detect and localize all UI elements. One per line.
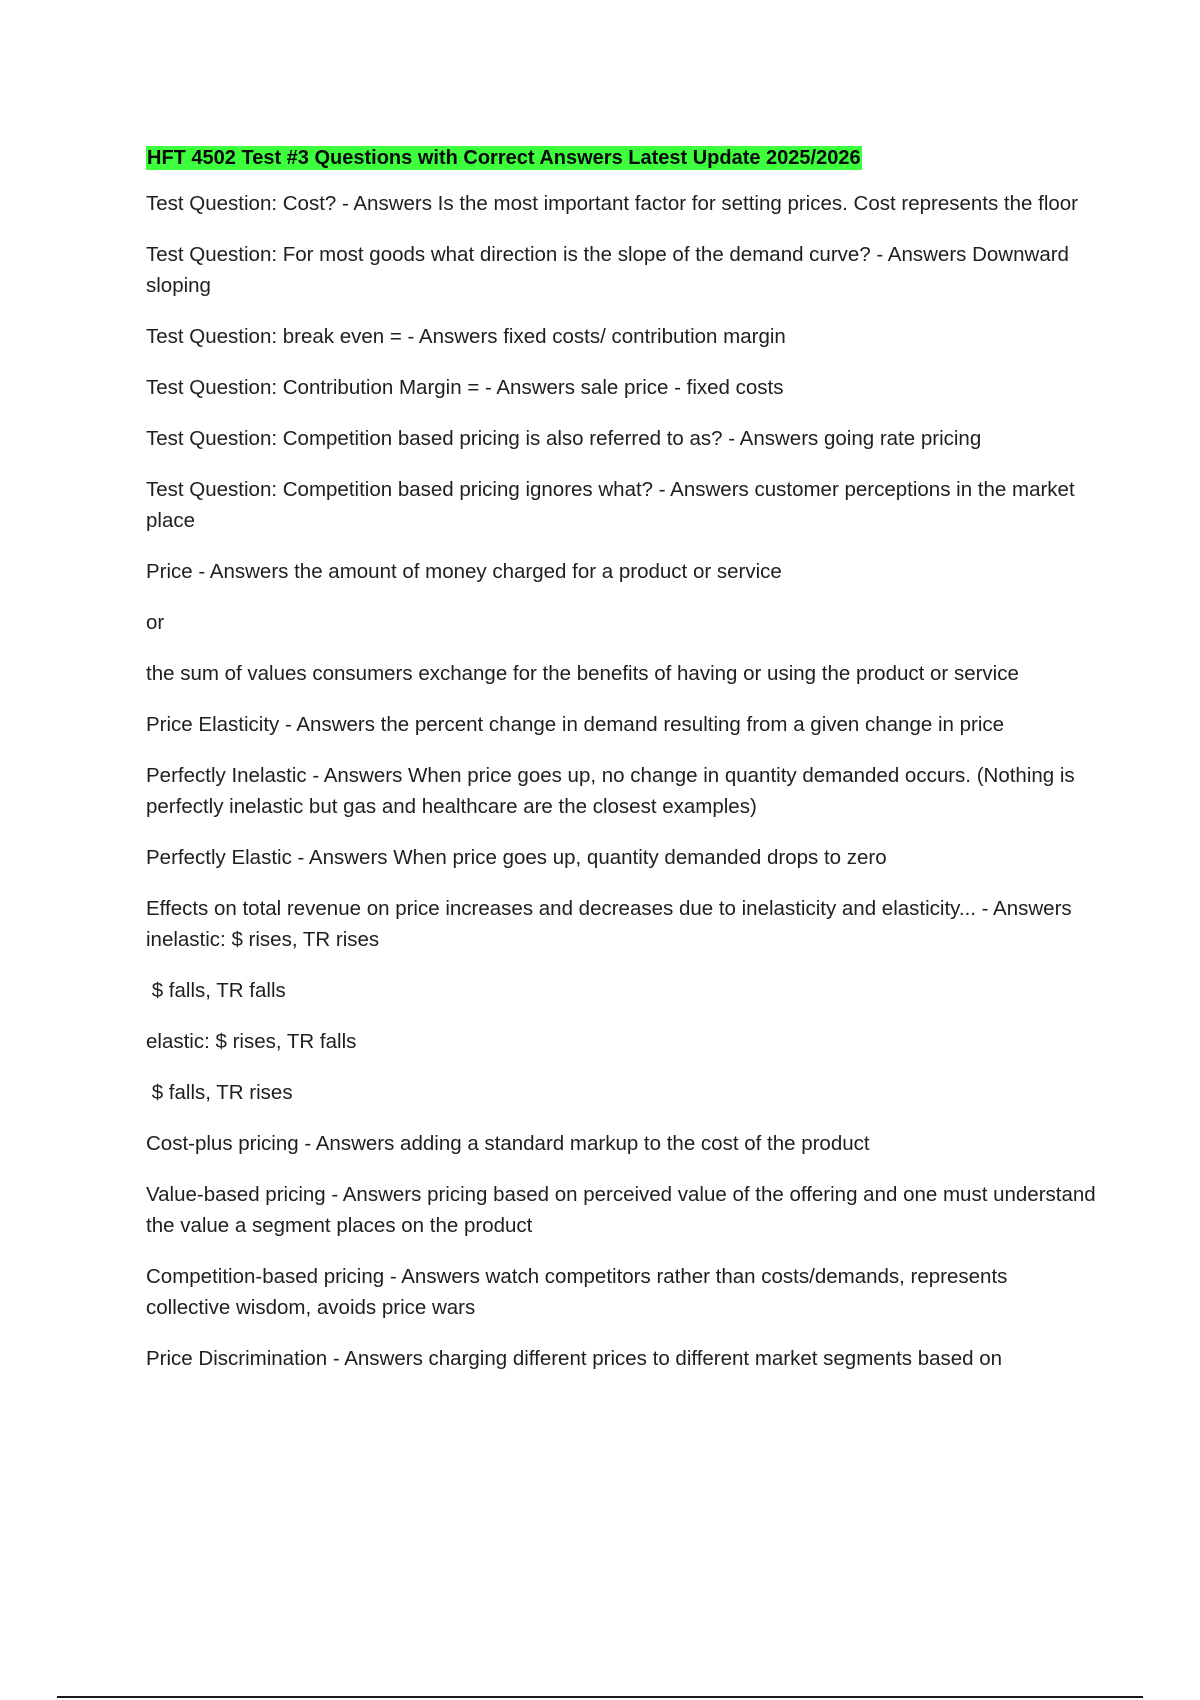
paragraph: Test Question: For most goods what direction is the slope of the demand curve? - Answers Downward sloping — [146, 243, 1069, 297]
paragraph: Test Question: break even = - Answers fixed costs/ contribution margin — [146, 325, 786, 348]
paragraph: Price Elasticity - Answers the percent change in demand resulting from a given change in price — [146, 713, 1005, 736]
paragraph: Perfectly Inelastic - Answers When price goes up, no change in quantity demanded occurs. (Nothing is perfectly inelastic but gas and healthcare are the closest examples) — [146, 764, 1075, 818]
paragraph: Price - Answers the amount of money charged for a product or service — [146, 560, 782, 583]
paragraph: Test Question: Contribution Margin = - Answers sale price - fixed costs — [146, 376, 784, 399]
paragraph: elastic: $ rises, TR falls — [146, 1030, 357, 1053]
paragraph: the sum of values consumers exchange for the benefits of having or using the product or service — [146, 662, 1019, 685]
paragraph: Perfectly Elastic - Answers When price goes up, quantity demanded drops to zero — [146, 846, 887, 869]
footer-divider — [57, 1696, 1143, 1698]
document-title: HFT 4502 Test #3 Questions with Correct Answers Latest Update 2025/2026 — [147, 147, 861, 169]
paragraph: or — [146, 611, 165, 634]
paragraph: Test Question: Competition based pricing ignores what? - Answers customer perceptions in the market place — [146, 478, 1075, 532]
document-body — [146, 146, 1096, 1394]
paragraph: Price Discrimination - Answers charging different prices to different market segments based on — [146, 1347, 1003, 1370]
paragraph: $ falls, TR rises — [146, 1081, 293, 1104]
paragraph: $ falls, TR falls — [146, 979, 286, 1002]
paragraph: Test Question: Cost? - Answers Is the most important factor for setting prices. Cost represents the floor — [146, 192, 1078, 215]
paragraph: Test Question: Competition based pricing is also referred to as? - Answers going rate pricing — [146, 427, 982, 450]
paragraph: Cost-plus pricing - Answers adding a standard markup to the cost of the product — [146, 1132, 870, 1155]
paragraph: Value-based pricing - Answers pricing based on perceived value of the offering and one must understand the value a segment places on the product — [146, 1183, 1096, 1237]
paragraph: Effects on total revenue on price increases and decreases due to inelasticity and elasticity... - Answers inelastic: $ rises, TR rises — [146, 897, 1072, 951]
paragraph: Competition-based pricing - Answers watch competitors rather than costs/demands, represents collective wisdom, avoids price wars — [146, 1265, 1008, 1319]
title-wrapper — [146, 146, 1096, 188]
